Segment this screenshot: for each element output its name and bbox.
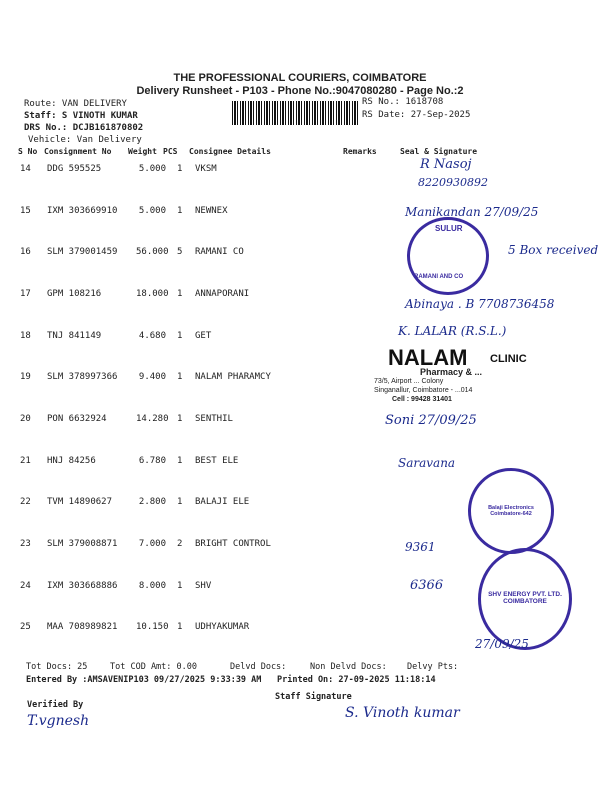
shv-stamp	[478, 548, 572, 650]
drs-number: DRS No.: DCJB161870802	[24, 123, 144, 133]
table-row	[0, 414, 600, 426]
row-sno: 24	[20, 581, 31, 591]
nalam-stamp	[370, 345, 585, 403]
row-pcs: 1	[177, 456, 183, 466]
col-seal: Seal & Signature	[400, 147, 478, 156]
row-consignment: MAA 708989821	[47, 622, 118, 632]
stamp-nalam-line2: 73/5, Airport ... Colony	[374, 378, 444, 385]
row-sno: 17	[20, 289, 31, 299]
signature-row-20: Soni 27/09/25	[385, 413, 477, 428]
row-consignment: DDG 595525	[47, 164, 102, 174]
row-weight: 14.280	[136, 414, 169, 424]
stamp-ramani-side: RAMANI AND CO	[414, 274, 464, 280]
col-consignee: Consignee Details	[189, 147, 271, 156]
row-pcs: 2	[177, 539, 183, 549]
row-consignment: IXM 303669910	[47, 206, 118, 216]
stamp-nalam-line1: Pharmacy & ...	[420, 367, 483, 377]
row-pcs: 5	[177, 247, 183, 257]
row-weight: 6.780	[138, 456, 166, 466]
row-consignee: UDHYAKUMAR	[195, 622, 250, 632]
row-consignment: SLM 379001459	[47, 247, 118, 257]
note-row-16: 5 Box received	[508, 243, 599, 257]
row-pcs: 1	[177, 497, 183, 507]
row-consignee: BEST ELE	[195, 456, 239, 466]
row-weight: 8.000	[138, 581, 166, 591]
row-sno: 18	[20, 331, 31, 341]
row-sno: 22	[20, 497, 31, 507]
stamp-nalam-name: NALAM	[388, 345, 468, 370]
table-row	[0, 331, 600, 343]
balaji-stamp	[468, 468, 554, 554]
row-consignee: BALAJI ELE	[195, 497, 250, 507]
footer-totals	[0, 660, 600, 690]
signature-row-25: 27/09/25	[475, 637, 529, 651]
row-pcs: 1	[177, 164, 183, 174]
verified-by-signature: T.vgnesh	[27, 713, 90, 729]
row-weight: 10.150	[136, 622, 169, 632]
row-consignment: PON 6632924	[47, 414, 107, 424]
staff-signature: S. Vinoth kumar	[345, 705, 460, 721]
signature-row-14: R Nasoj	[420, 157, 472, 172]
delivery-points: Delvy Pts:	[407, 662, 459, 672]
signature-row-23: 9361	[405, 540, 436, 554]
staff-signature-label: Staff Signature	[275, 692, 352, 702]
row-consignee: VKSM	[195, 164, 217, 174]
row-pcs: 1	[177, 622, 183, 632]
col-sno: S No	[18, 147, 38, 156]
col-consignment: Consignment No	[44, 147, 112, 156]
row-sno: 19	[20, 372, 31, 382]
entered-by: Entered By :AMSAVENIP103 09/27/2025 9:33:39 AM	[26, 675, 262, 685]
stamp-nalam-suffix: CLINIC	[490, 353, 527, 365]
row-pcs: 1	[177, 289, 183, 299]
table-row	[0, 164, 600, 176]
stamp-nalam-line3: Singanallur, Coimbatore - ...014	[374, 387, 473, 394]
vehicle: Vehicle: Van Delivery	[28, 135, 142, 145]
stamp-balaji-text: Balaji Electronics Coimbatore-642	[488, 505, 534, 517]
barcode	[232, 101, 358, 125]
row-weight: 7.000	[138, 539, 166, 549]
row-weight: 2.800	[138, 497, 166, 507]
row-consignee: GET	[195, 331, 212, 341]
row-pcs: 1	[177, 372, 183, 382]
total-docs: Tot Docs: 25	[26, 662, 88, 672]
row-consignment: HNJ 84256	[47, 456, 96, 466]
row-weight: 5.000	[138, 206, 166, 216]
table-header	[0, 147, 600, 159]
row-consignment: SLM 379008871	[47, 539, 118, 549]
row-consignee: SENTHIL	[195, 414, 233, 424]
stamp-nalam-line4: Cell : 99428 31401	[392, 396, 452, 403]
col-pcs: PCS	[163, 147, 178, 156]
row-consignee: NEWNEX	[195, 206, 228, 216]
signature-row-15: Manikandan 27/09/25	[405, 205, 539, 219]
row-consignment: GPM 108216	[47, 289, 102, 299]
non-delivered-docs: Non Delvd Docs:	[310, 662, 387, 672]
ramani-stamp	[407, 217, 489, 295]
row-consignment: IXM 303668886	[47, 581, 118, 591]
rs-number: RS No.: 1618708	[362, 97, 444, 107]
signature-row-21: Saravana	[398, 456, 456, 470]
row-consignee: BRIGHT CONTROL	[195, 539, 271, 549]
delivered-docs: Delvd Docs:	[230, 662, 287, 672]
signature-row-24: 6366	[410, 578, 444, 593]
row-pcs: 1	[177, 206, 183, 216]
signature-row-18: Abinaya . B 7708736458	[405, 297, 555, 311]
row-consignee: NALAM PHARAMCY	[195, 372, 271, 382]
row-sno: 16	[20, 247, 31, 257]
stamp-shv-text: SHV ENERGY PVT. LTD. COIMBATORE	[488, 591, 562, 605]
row-sno: 25	[20, 622, 31, 632]
row-weight: 5.000	[138, 164, 166, 174]
row-consignee: ANNAPORANI	[195, 289, 250, 299]
row-weight: 56.000	[136, 247, 169, 257]
row-weight: 18.000	[136, 289, 169, 299]
route: Route: VAN DELIVERY	[24, 99, 127, 109]
row-consignee: SHV	[195, 581, 212, 591]
verified-by-label: Verified By	[27, 700, 84, 710]
row-consignment: TNJ 841149	[47, 331, 102, 341]
stamp-ramani-top: SULUR	[435, 224, 463, 233]
phone-row-14: 8220930892	[418, 176, 488, 189]
row-sno: 14	[20, 164, 31, 174]
total-cod: Tot COD Amt: 0.00	[110, 662, 197, 672]
col-weight: Weight	[128, 147, 157, 156]
table-row	[0, 456, 600, 468]
printed-on: Printed On: 27-09-2025 11:18:14	[277, 675, 436, 685]
row-sno: 23	[20, 539, 31, 549]
row-consignment: SLM 378997366	[47, 372, 118, 382]
col-remarks: Remarks	[343, 147, 377, 156]
signature-row-18b: K. LALAR (R.S.L.)	[398, 324, 507, 338]
row-pcs: 1	[177, 414, 183, 424]
row-weight: 9.400	[138, 372, 166, 382]
row-sno: 20	[20, 414, 31, 424]
row-pcs: 1	[177, 581, 183, 591]
rs-date: RS Date: 27-Sep-2025	[362, 110, 471, 120]
company-title: THE PROFESSIONAL COURIERS, COIMBATORE	[173, 72, 427, 84]
row-sno: 15	[20, 206, 31, 216]
row-weight: 4.680	[138, 331, 166, 341]
staff: Staff: S VINOTH KUMAR	[24, 111, 138, 121]
row-consignment: TVM 14890627	[47, 497, 113, 507]
row-pcs: 1	[177, 331, 183, 341]
runsheet-subtitle: Delivery Runsheet - P103 - Phone No.:9047080280 - Page No.:2	[136, 85, 464, 97]
row-consignee: RAMANI CO	[195, 247, 244, 257]
row-sno: 21	[20, 456, 31, 466]
